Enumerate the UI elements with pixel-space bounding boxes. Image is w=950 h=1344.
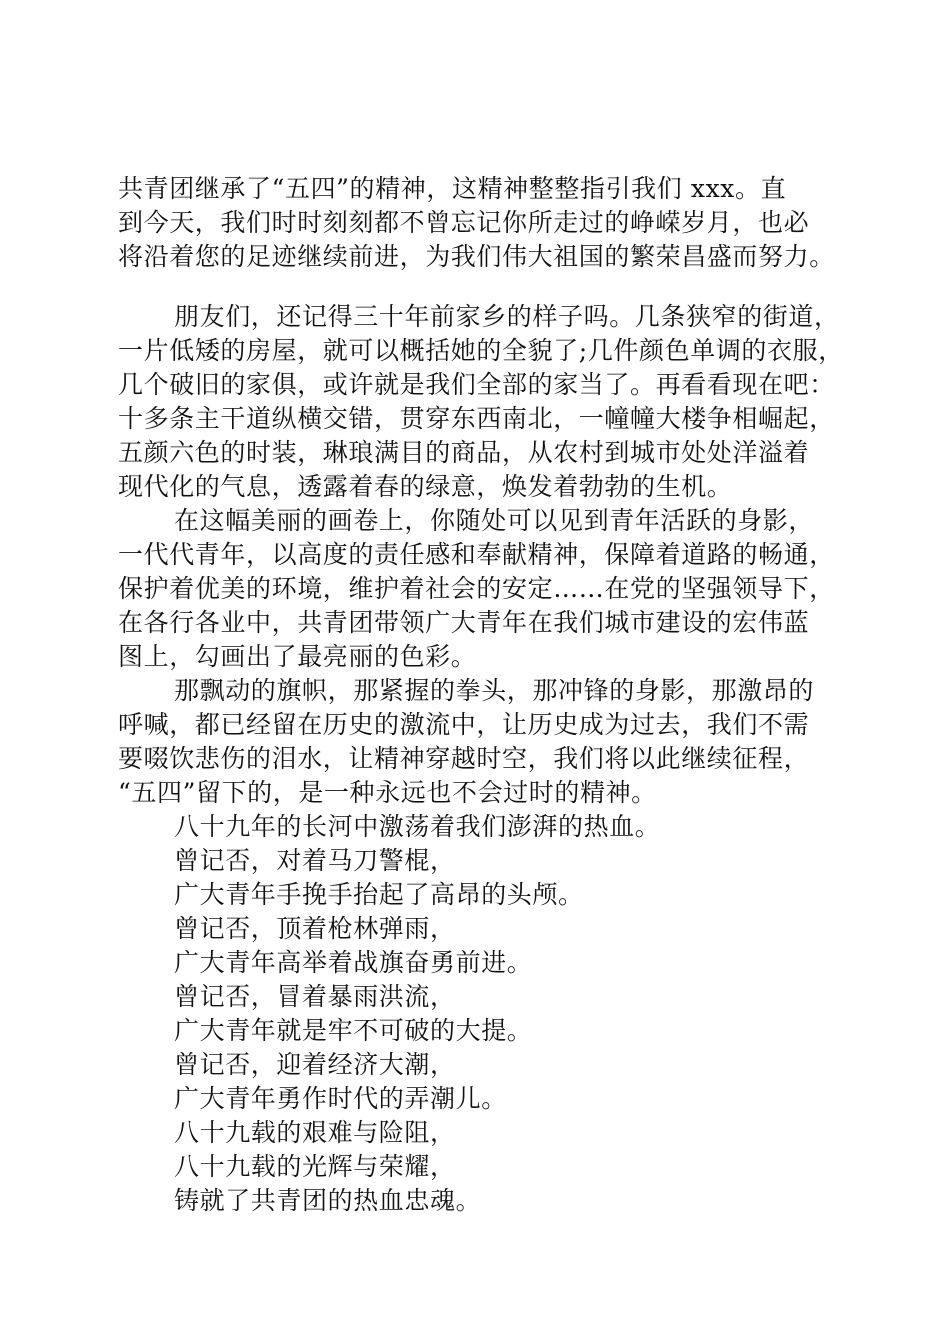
paragraph-2-line-4: 十多条主干道纵横交错，贯穿东西南北，一幢幢大楼争相崛起， <box>118 404 835 433</box>
paragraph-2-line-6: 现代化的气息，透露着春的绿意，焕发着勃勃的生机。 <box>118 472 733 501</box>
paragraph-2-line-2: 一片低矮的房屋，就可以概括她的全貌了;几件颜色单调的衣服， <box>118 336 844 365</box>
poem-line-8: 曾记否，迎着经济大潮， <box>174 1050 456 1079</box>
poem-line-9: 广大青年勇作时代的弄潮儿。 <box>174 1084 507 1113</box>
paragraph-2-line-1: 朋友们，还记得三十年前家乡的样子吗。几条狭窄的街道， <box>174 302 840 331</box>
paragraph-2-line-3: 几个破旧的家俱，或许就是我们全部的家当了。再看看现在吧： <box>118 370 835 399</box>
poem-line-6: 曾记否，冒着暴雨洪流， <box>174 982 456 1011</box>
paragraph-3-line-1: 在这幅美丽的画卷上，你随处可以见到青年活跃的身影， <box>174 506 815 535</box>
poem-line-3: 广大青年手挽手抬起了高昂的头颅。 <box>174 880 584 909</box>
paragraph-4-line-3: 要啜饮悲伤的泪水，让精神穿越时空，我们将以此继续征程， <box>118 744 810 773</box>
paragraph-3-line-2: 一代代青年，以高度的责任感和奉献精神，保障着道路的畅通， <box>118 540 835 569</box>
paragraph-3-line-4: 在各行各业中，共青团带领广大青年在我们城市建设的宏伟蓝 <box>118 608 810 637</box>
poem-line-10: 八十九载的艰难与险阻， <box>174 1118 456 1147</box>
paragraph-4-line-4: “五四”留下的，是一种永远也不会过时的精神。 <box>118 778 657 807</box>
paragraph-1-line-3: 将沿着您的足迹继续前进，为我们伟大祖国的繁荣昌盛而努力。 <box>118 242 835 271</box>
poem-line-11: 八十九载的光辉与荣耀， <box>174 1152 456 1181</box>
poem-line-12: 铸就了共青团的热血忠魂。 <box>174 1186 482 1215</box>
poem-line-1: 八十九年的长河中激荡着我们澎湃的热血。 <box>174 812 661 841</box>
paragraph-1-line-2: 到今天，我们时时刻刻都不曾忘记你所走过的峥嵘岁月，也必 <box>118 208 810 237</box>
poem-line-5: 广大青年高举着战旗奋勇前进。 <box>174 948 533 977</box>
paragraph-3-line-3: 保护着优美的环境，维护着社会的安定……在党的坚强领导下， <box>118 574 835 603</box>
paragraph-4-line-2: 呼喊，都已经留在历史的激流中，让历史成为过去，我们不需 <box>118 710 810 739</box>
paragraph-1-line-1: 共青团继承了“五四”的精神，这精神整整指引我们 xxx。直 <box>118 174 787 203</box>
poem-line-7: 广大青年就是牢不可破的大提。 <box>174 1016 533 1045</box>
paragraph-2-line-5: 五颜六色的时装，琳琅满目的商品，从农村到城市处处洋溢着 <box>118 438 810 467</box>
poem-line-2: 曾记否，对着马刀警棍， <box>174 846 456 875</box>
poem-line-4: 曾记否，顶着枪林弹雨， <box>174 914 456 943</box>
paragraph-3-line-5: 图上，勾画出了最亮丽的色彩。 <box>118 642 477 671</box>
paragraph-4-line-1: 那飘动的旗帜，那紧握的拳头，那冲锋的身影，那激昂的 <box>174 676 815 705</box>
